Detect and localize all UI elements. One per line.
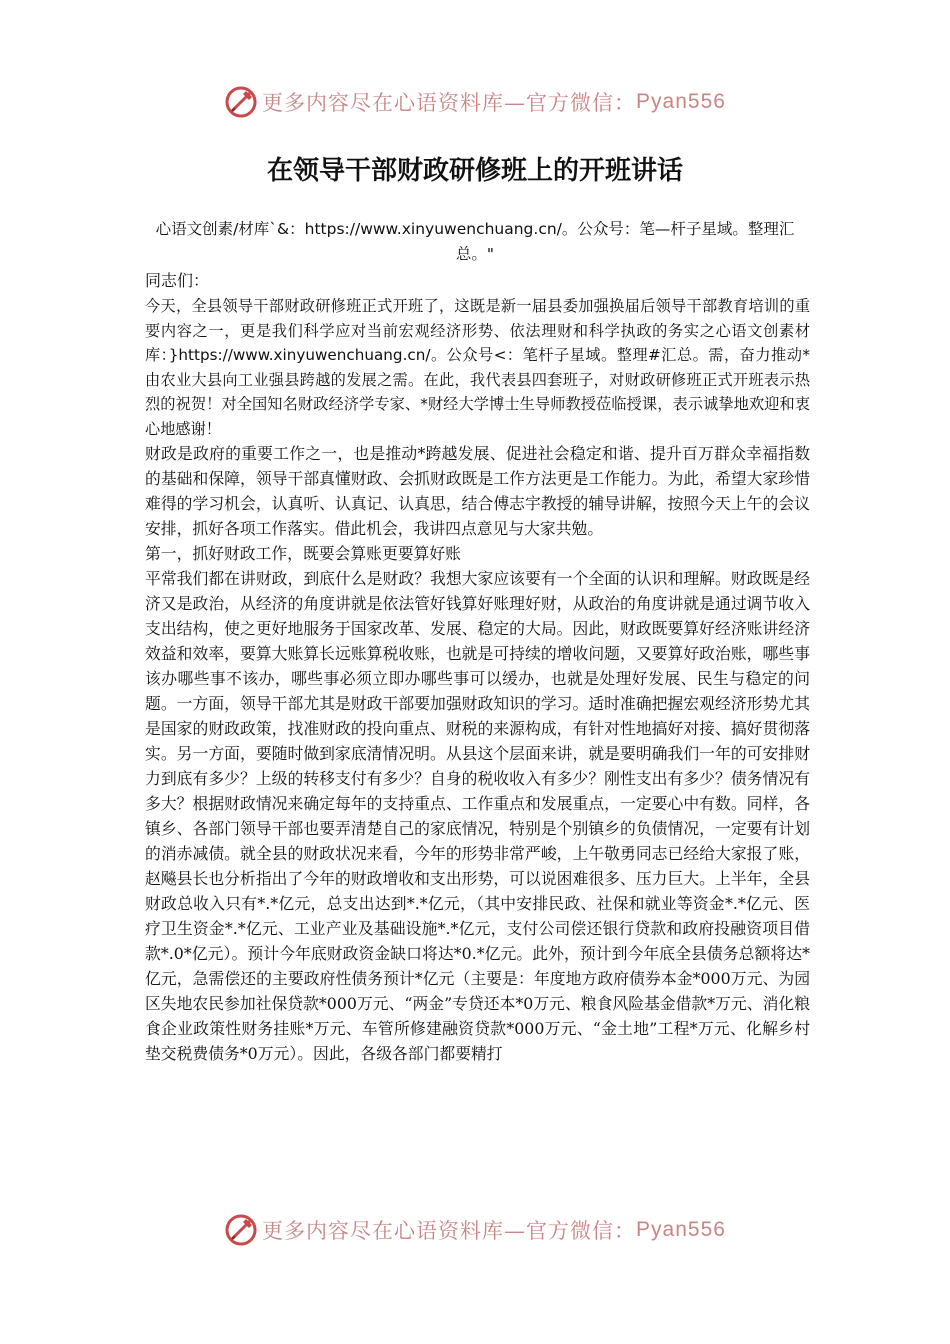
intro-paragraph: 今天，全县领导干部财政研修班正式开班了，这既是新一届县委加强换届后领导干部教育培训的重要内容之一，更是我们科学应对当前宏观经济形势、依法理财和科学执政的务实之心语文创素材库：}https://www.xinyuwenchuang.cn/。公众号<：笔杆子星域。整理#汇总。需，奋力推动*由农业大县向工业强县跨越的发展之需。在此，我代表县四套班子，对财政研修班正式开班表示热烈的祝贺！对全国知名财政经济学专家、*财经大学博士生导师教授莅临授课，表示诚挚地欢迎和衷心地感谢！ xyxy=(145,297,810,438)
page-title: 在领导干部财政研修班上的开班讲话 xyxy=(266,156,683,186)
source-line: 心语文创素/材库`&：https://www.xinyuwenchuang.cn/。公众号：笔—杆子星域。整理汇总。" xyxy=(155,220,795,263)
section-heading-1: 第一，抓好财政工作，既要会算账更要算好账 xyxy=(145,544,461,563)
banner-wechat-id: Pyan556 xyxy=(636,90,726,113)
pen-logo-icon xyxy=(224,1213,258,1247)
banner-text: 更多内容尽在心语资料库—官方微信： xyxy=(262,1219,637,1243)
document-body xyxy=(145,270,810,1190)
header-banner xyxy=(0,82,950,122)
salutation: 同志们： xyxy=(145,271,210,290)
banner-text: 更多内容尽在心语资料库—官方微信： xyxy=(262,91,637,115)
banner-wechat-id: Pyan556 xyxy=(636,1218,726,1241)
pen-logo-icon xyxy=(224,85,258,119)
paragraph-1: 财政是政府的重要工作之一，也是推动*跨越发展、促进社会稳定和谐、提升百万群众幸福指数的基础和保障，领导干部真懂财政、会抓财政既是工作方法更是工作能力。为此，希望大家珍惜难得的学习机会，认真听、认真记、认真思，结合傅志宇教授的辅导讲解，按照今天上午的会议安排，抓好各项工作落实。借此机会，我讲四点意见与大家共勉。 xyxy=(145,444,810,538)
footer-banner xyxy=(0,1210,950,1250)
paragraph-2: 平常我们都在讲财政，到底什么是财政？我想大家应该要有一个全面的认识和理解。财政既是经济又是政治，从经济的角度讲就是依法管好钱算好账理好财，从政治的角度讲就是通过调节收入支出结构，使之更好地服务于国家改革、发展、稳定的大局。因此，财政既要算好经济账讲经济效益和效率，要算大账算长远账算税收账，也就是可持续的增收问题，又要算好政治账，哪些事该办哪些事不该办，哪些事必须立即办哪些事可以缓办，也就是处理好发展、民生与稳定的问题。一方面，领导干部尤其是财政干部要加强财政知识的学习。适时准确把握宏观经济形势尤其是国家的财政政策，找准财政的投向重点、财税的来源构成，有针对性地搞好对接、搞好贯彻落实。另一方面，要随时做到家底清情况明。从县这个层面来讲，就是要明确我们一年的可安排财力到底有多少？上级的转移支付有多少？自身的税收收入有多少？刚性支出有多少？债务情况有多大？根据财政情况来确定每年的支持重点、工作重点和发展重点，一定要心中有数。同样，各镇乡、各部门领导干部也要弄清楚自己的家底情况，特别是个别镇乡的负债情况，一定要有计划的消赤减债。就全县的财政状况来看，今年的形势非常严峻，上午敬勇同志已经给大家报了账，赵飚县长也分析指出了今年的财政增收和支出形势，可以说困难很多、压力巨大。上半年，全县财政总收入只有*.*亿元，总支出达到*.*亿元，（其中安排民政、社保和就业等资金*.*亿元、医疗卫生资金*.*亿元、工业产业及基础设施*.*亿元，支付公司偿还银行贷款和政府投融资项目借款*.0*亿元）。预计今年底财政资金缺口将达*0.*亿元。此外，预计到今年底全县债务总额将达*亿元，急需偿还的主要政府性债务预计*亿元（主要是：年度地方政府债券本金*000万元、为园区失地农民参加社保贷款*000万元、“两金”专贷还本*0万元、粮食风险基金借款*万元、消化粮食企业政策性财务挂账*万元、车管所修建融资贷款*000万元、“金土地”工程*万元、化解乡村垫交税费债务*0万元）。因此，各级各部门都要精打 xyxy=(145,569,810,1063)
